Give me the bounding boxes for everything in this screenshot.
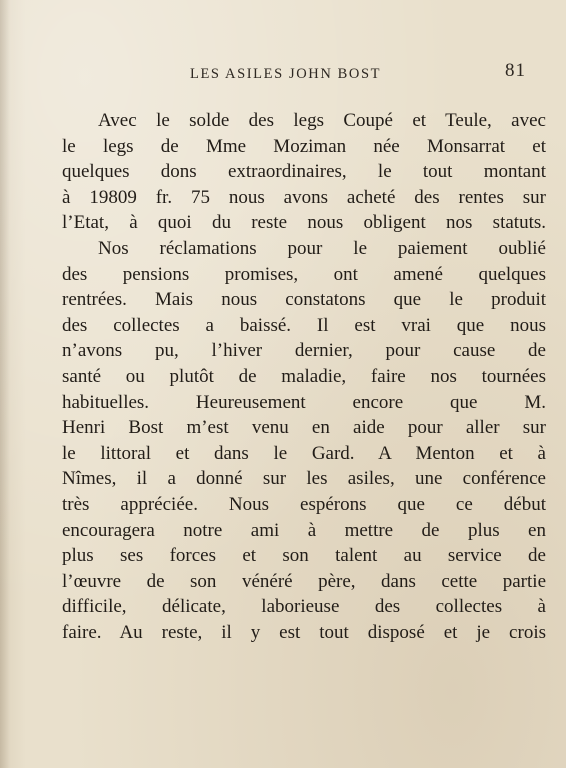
running-head [0, 60, 566, 84]
text-line: plus ses forces et son talent au service de [62, 545, 546, 567]
text-line: Avec le solde des legs Coupé et Teule, avec [98, 110, 546, 131]
text-line: Nîmes, il a donné sur les asiles, une conférence [62, 468, 546, 490]
text-line: Henri Bost m’est venu en aide pour aller sur [62, 417, 546, 439]
text-line: des pensions promises, ont amené quelques [62, 263, 546, 285]
text-line: le littoral et dans le Gard. A Menton et à [62, 442, 546, 464]
text-line: quelques dons extraordinaires, le tout montant [62, 161, 546, 183]
text-line: très appréciée. Nous espérons que ce début [62, 493, 546, 515]
page-number: 81 [505, 60, 526, 81]
text-line: des collectes a baissé. Il est vrai que nous [62, 314, 546, 336]
text-line: n’avons pu, l’hiver dernier, pour cause de [62, 340, 546, 362]
text-line: le legs de Mme Moziman née Monsarrat et [62, 135, 546, 157]
text-line: l’Etat, à quoi du reste nous obligent nos statuts. [62, 212, 546, 234]
text-line: l’œuvre de son vénéré père, dans cette partie [62, 570, 546, 592]
text-line: Nos réclamations pour le paiement oublié [98, 237, 546, 259]
text-line: habituelles. Heureusement encore que M. [62, 391, 546, 413]
text-line: santé ou plutôt de maladie, faire nos tournées [62, 365, 546, 387]
body-text [62, 108, 546, 645]
text-line: rentrées. Mais nous constatons que le produit [62, 289, 546, 311]
text-line: encouragera notre ami à mettre de plus en [62, 519, 546, 541]
text-line: à 19809 fr. 75 nous avons acheté des rentes sur [62, 186, 546, 208]
running-title: LES ASILES JOHN BOST [190, 66, 382, 82]
text-line: faire. Au reste, il y est tout disposé et je crois [62, 621, 546, 643]
text-line: difficile, délicate, laborieuse des collectes à [62, 596, 546, 618]
page-gutter-shadow [0, 0, 10, 768]
